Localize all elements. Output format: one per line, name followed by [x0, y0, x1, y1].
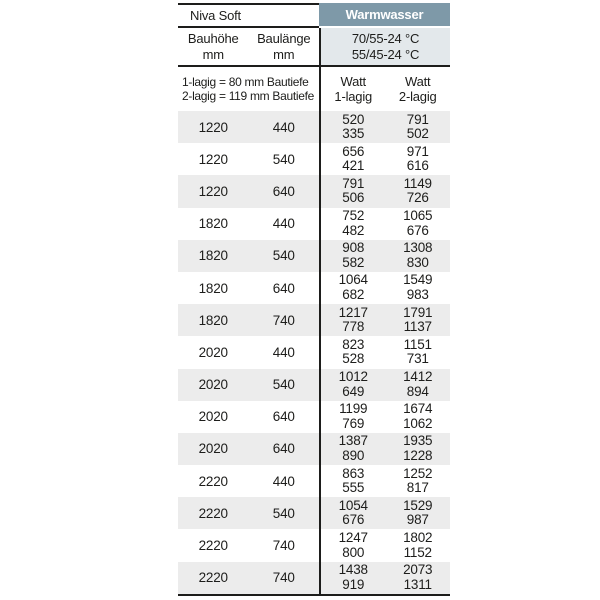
watt1-sublabel: 1-lagig: [334, 89, 373, 104]
row-bauhoehe: 1820: [198, 216, 228, 232]
table-row: [178, 272, 450, 304]
depth-note-line1: 1-lagig = 80 mm Bautiefe: [182, 74, 309, 89]
row-watt-1lagig: 752 482: [342, 208, 365, 238]
table-row: [178, 240, 450, 272]
row-baulaenge: 640: [272, 409, 295, 425]
medium-header: Warmwasser: [319, 3, 450, 28]
row-baulaenge: 540: [272, 505, 295, 521]
watt1-label: Watt: [340, 74, 366, 89]
temp-condition-1: 70/55-24 °C: [351, 30, 420, 46]
row-watt-1lagig: 1438 919: [338, 562, 368, 592]
row-bauhoehe: 2020: [198, 377, 228, 393]
row-watt-2lagig: 1802 1152: [403, 529, 433, 560]
row-baulaenge: 740: [272, 538, 295, 554]
table-row: [178, 336, 450, 368]
table-row: [178, 562, 450, 594]
row-baulaenge: 440: [272, 216, 295, 232]
table-rows: [178, 111, 450, 596]
row-watt-1lagig: 1054 676: [338, 497, 368, 528]
row-watt-1lagig: 1012 649: [338, 369, 368, 399]
temp-condition-2: 55/45-24 °C: [351, 46, 420, 62]
row-bauhoehe: 2220: [198, 538, 228, 554]
row-watt-2lagig: 1529 987: [403, 497, 433, 528]
row-baulaenge: 440: [272, 119, 295, 135]
column-header-row: [178, 28, 450, 67]
bauhoehe-label: Bauhöhe: [187, 31, 239, 46]
table-row: [178, 433, 450, 465]
row-baulaenge: 640: [272, 183, 295, 199]
baulaenge-label: Baulänge: [257, 31, 311, 46]
table-row: [178, 175, 450, 207]
bauhoehe-unit: mm: [202, 46, 224, 62]
row-watt-2lagig: 1412 894: [403, 369, 433, 399]
radiator-spec-table: [178, 3, 450, 596]
row-bauhoehe: 1220: [198, 119, 228, 135]
table-title-row: [178, 3, 450, 28]
row-bauhoehe: 2220: [198, 570, 228, 586]
table-row: [178, 143, 450, 175]
row-baulaenge: 640: [272, 441, 295, 457]
row-watt-1lagig: 823 528: [342, 336, 365, 367]
row-watt-2lagig: 791 502: [406, 111, 429, 142]
table-row: [178, 497, 450, 529]
row-watt-1lagig: 1064 682: [338, 272, 368, 303]
row-bauhoehe: 2220: [198, 505, 228, 521]
row-bauhoehe: 2220: [198, 473, 228, 489]
depth-note: [178, 67, 319, 111]
row-watt-1lagig: 1387 890: [338, 433, 368, 463]
row-watt-2lagig: 1151 731: [403, 336, 432, 367]
row-watt-2lagig: 1252 817: [403, 465, 433, 496]
table-row: [178, 401, 450, 433]
row-baulaenge: 440: [272, 473, 295, 489]
row-baulaenge: 640: [272, 280, 295, 296]
row-watt-1lagig: 1247 800: [338, 529, 368, 560]
row-baulaenge: 540: [272, 151, 295, 167]
row-watt-1lagig: 863 555: [342, 465, 365, 496]
row-watt-2lagig: 1935 1228: [403, 433, 433, 463]
bauhoehe-column-header: [178, 28, 249, 65]
watt2-sublabel: 2-lagig: [398, 89, 437, 104]
row-watt-2lagig: 1791 1137: [403, 304, 433, 335]
baulaenge-column-header: [249, 28, 320, 65]
row-watt-2lagig: 1149 726: [403, 175, 432, 206]
row-watt-2lagig: 1674 1062: [403, 401, 433, 431]
row-watt-1lagig: 908 582: [342, 240, 365, 270]
baulaenge-unit: mm: [273, 46, 295, 62]
row-watt-1lagig: 1199 769: [339, 401, 368, 431]
row-watt-1lagig: 1217 778: [338, 304, 368, 335]
row-baulaenge: 740: [272, 570, 295, 586]
row-bauhoehe: 2020: [198, 344, 228, 360]
row-baulaenge: 740: [272, 312, 295, 328]
row-bauhoehe: 2020: [198, 409, 228, 425]
row-watt-1lagig: 791 506: [342, 175, 365, 206]
row-bauhoehe: 1220: [198, 183, 228, 199]
table-row: [178, 111, 450, 143]
table-row: [178, 465, 450, 497]
row-baulaenge: 540: [272, 248, 295, 264]
watt-1lagig-column-header: [321, 67, 386, 111]
row-baulaenge: 540: [272, 377, 295, 393]
table-row: [178, 529, 450, 561]
product-title: Niva Soft: [178, 3, 319, 28]
row-watt-1lagig: 656 421: [342, 143, 365, 174]
row-watt-2lagig: 1065 676: [403, 208, 433, 238]
watt-header-row: [178, 67, 450, 111]
row-bauhoehe: 1820: [198, 312, 228, 328]
temperature-conditions-cell: [319, 28, 450, 67]
row-baulaenge: 440: [272, 344, 295, 360]
table-row: [178, 208, 450, 240]
watt2-label: Watt: [405, 74, 431, 89]
row-bauhoehe: 1220: [198, 151, 228, 167]
row-bauhoehe: 1820: [198, 248, 228, 264]
row-bauhoehe: 2020: [198, 441, 228, 457]
row-watt-2lagig: 1549 983: [403, 272, 433, 303]
row-watt-1lagig: 520 335: [342, 111, 365, 142]
row-bauhoehe: 1820: [198, 280, 228, 296]
row-watt-2lagig: 971 616: [406, 143, 429, 174]
watt-2lagig-column-header: [386, 67, 451, 111]
table-row: [178, 369, 450, 401]
row-watt-2lagig: 2073 1311: [403, 562, 433, 592]
depth-note-line2: 2-lagig = 119 mm Bautiefe: [182, 89, 315, 103]
table-row: [178, 304, 450, 336]
row-watt-2lagig: 1308 830: [403, 240, 433, 270]
